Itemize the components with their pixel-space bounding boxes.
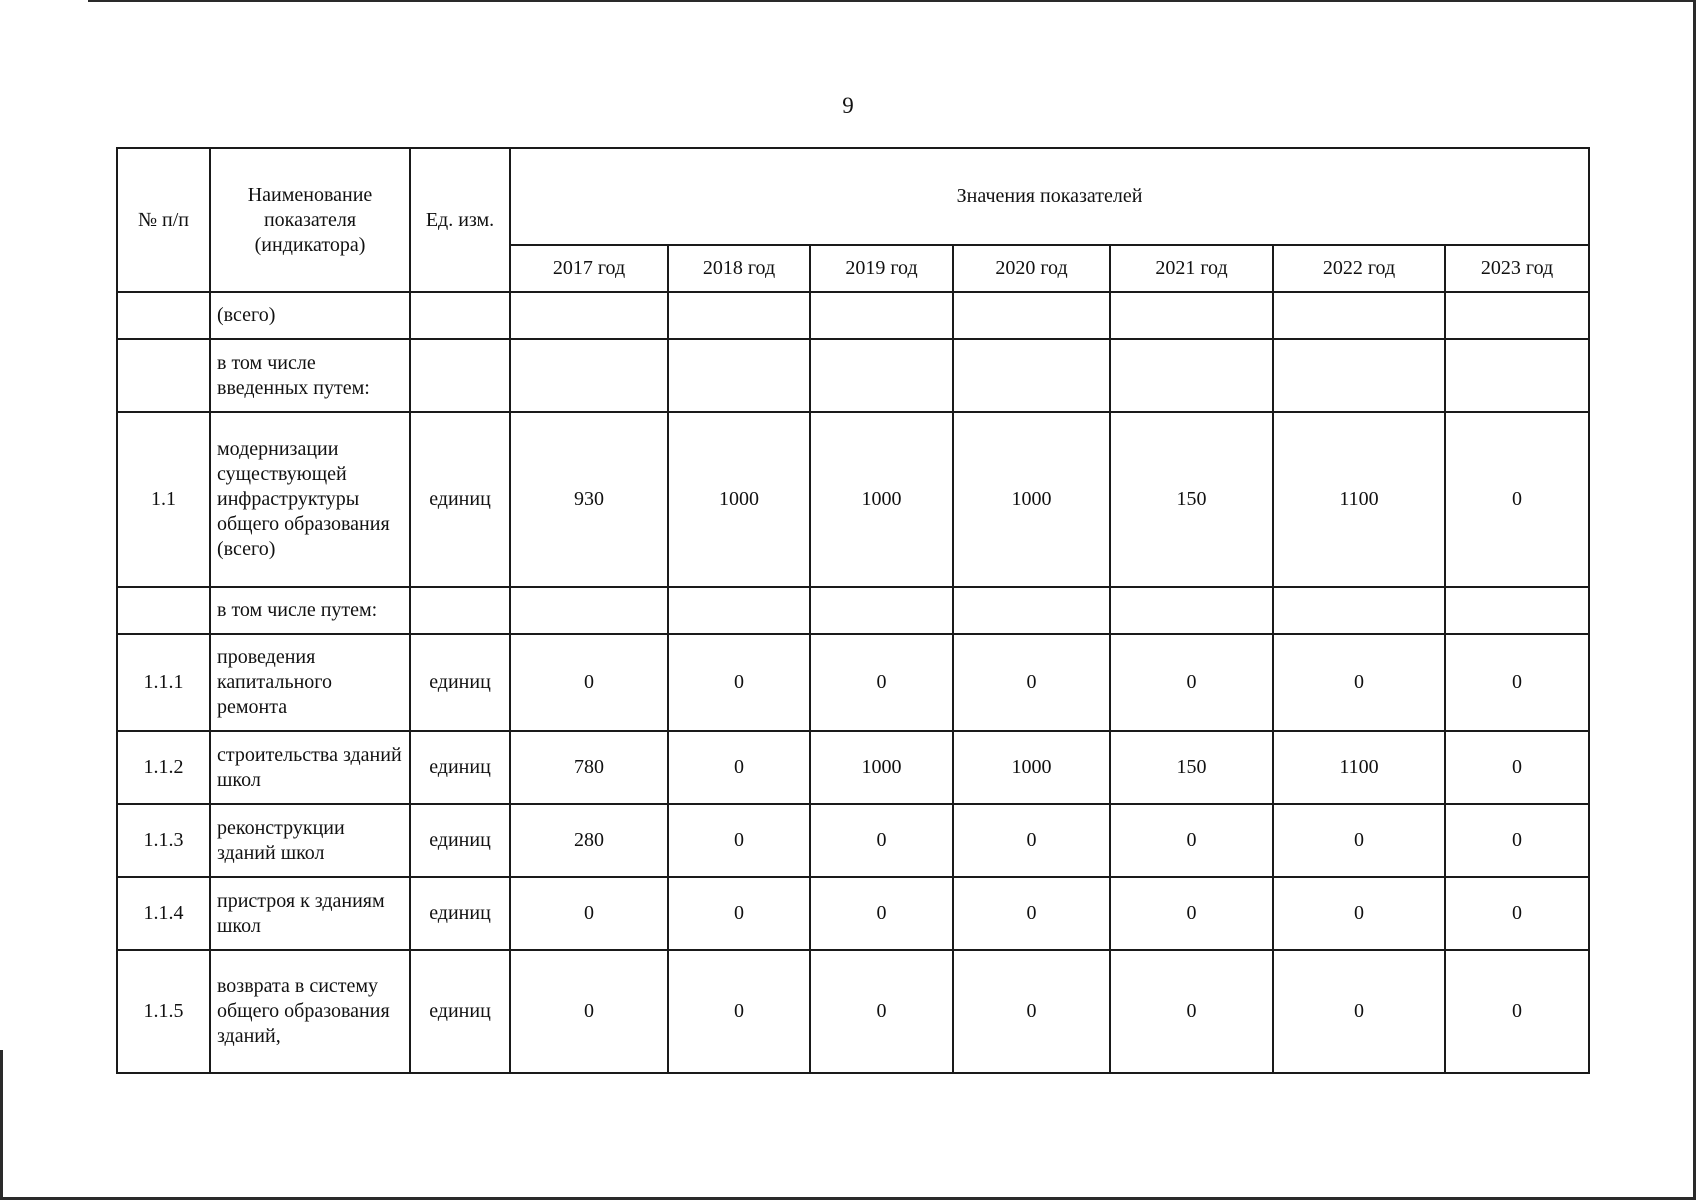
row-unit: единиц — [410, 950, 510, 1073]
row-name: возврата в систему общего образования зданий, — [210, 950, 410, 1073]
row-unit: единиц — [410, 877, 510, 950]
row-value: 0 — [1445, 804, 1589, 877]
row-value — [510, 587, 668, 634]
row-unit: единиц — [410, 634, 510, 731]
row-value: 0 — [810, 634, 953, 731]
header-values-group: Значения показателей — [510, 148, 1589, 245]
row-num: 1.1.1 — [117, 634, 210, 731]
header-unit: Ед. изм. — [410, 148, 510, 292]
page-number: 9 — [842, 93, 854, 118]
row-value: 150 — [1110, 731, 1273, 804]
row-value: 0 — [1273, 950, 1445, 1073]
row-value: 1100 — [1273, 731, 1445, 804]
row-value: 0 — [953, 634, 1110, 731]
row-value — [810, 587, 953, 634]
row-value — [668, 587, 810, 634]
row-name: (всего) — [210, 292, 410, 339]
row-value — [1445, 292, 1589, 339]
table-row — [117, 950, 1589, 1073]
row-value: 0 — [668, 804, 810, 877]
row-unit — [410, 339, 510, 412]
row-value: 0 — [810, 804, 953, 877]
row-value: 0 — [668, 634, 810, 731]
row-value: 780 — [510, 731, 668, 804]
table-row — [117, 587, 1589, 634]
row-value: 1000 — [668, 412, 810, 587]
row-name: в том числе путем: — [210, 587, 410, 634]
header-row-top — [117, 148, 1589, 245]
row-num: 1.1.2 — [117, 731, 210, 804]
row-name: строительства зданий школ — [210, 731, 410, 804]
header-year: 2022 год — [1273, 245, 1445, 292]
row-value — [510, 292, 668, 339]
row-value: 0 — [668, 877, 810, 950]
table-row — [117, 634, 1589, 731]
row-name: проведения капитального ремонта — [210, 634, 410, 731]
header-year: 2018 год — [668, 245, 810, 292]
table-row — [117, 877, 1589, 950]
row-value — [953, 339, 1110, 412]
row-value: 0 — [1445, 731, 1589, 804]
header-year: 2017 год — [510, 245, 668, 292]
row-value: 0 — [1273, 804, 1445, 877]
row-num — [117, 587, 210, 634]
row-value: 0 — [668, 950, 810, 1073]
row-value — [1110, 587, 1273, 634]
row-value: 150 — [1110, 412, 1273, 587]
table-body — [117, 292, 1589, 1073]
row-value — [810, 339, 953, 412]
row-value: 930 — [510, 412, 668, 587]
row-value — [810, 292, 953, 339]
row-value: 0 — [510, 634, 668, 731]
row-name: реконструкции зданий школ — [210, 804, 410, 877]
row-name: в том числе введенных путем: — [210, 339, 410, 412]
row-value: 0 — [953, 877, 1110, 950]
table-row — [117, 731, 1589, 804]
row-value — [1445, 339, 1589, 412]
row-value: 0 — [1110, 950, 1273, 1073]
row-value — [668, 292, 810, 339]
row-value: 0 — [1110, 877, 1273, 950]
row-value: 0 — [1110, 634, 1273, 731]
row-value: 1000 — [953, 731, 1110, 804]
row-value: 0 — [1110, 804, 1273, 877]
row-value: 0 — [668, 731, 810, 804]
indicators-table — [116, 147, 1590, 1074]
row-value: 1100 — [1273, 412, 1445, 587]
header-year: 2021 год — [1110, 245, 1273, 292]
row-unit: единиц — [410, 804, 510, 877]
row-value: 1000 — [953, 412, 1110, 587]
header-year: 2020 год — [953, 245, 1110, 292]
header-year: 2023 год — [1445, 245, 1589, 292]
row-unit — [410, 587, 510, 634]
row-value: 0 — [510, 950, 668, 1073]
row-value: 0 — [1445, 877, 1589, 950]
row-value: 0 — [510, 877, 668, 950]
row-value: 0 — [810, 877, 953, 950]
row-value — [1110, 339, 1273, 412]
row-name: модернизации существующей инфраструктуры общего образования (всего) — [210, 412, 410, 587]
row-value — [1445, 587, 1589, 634]
row-value: 0 — [1273, 877, 1445, 950]
row-num — [117, 339, 210, 412]
row-value: 0 — [1445, 950, 1589, 1073]
row-value — [1273, 339, 1445, 412]
row-value: 0 — [810, 950, 953, 1073]
row-value: 1000 — [810, 731, 953, 804]
row-unit — [410, 292, 510, 339]
row-value: 0 — [953, 950, 1110, 1073]
row-num: 1.1.3 — [117, 804, 210, 877]
table-row — [117, 412, 1589, 587]
row-value: 0 — [1273, 634, 1445, 731]
row-value — [1273, 587, 1445, 634]
scan-edge-top — [88, 0, 1696, 2]
row-value — [953, 587, 1110, 634]
row-value — [510, 339, 668, 412]
scan-edge-left — [0, 1050, 3, 1200]
header-num: № п/п — [117, 148, 210, 292]
row-num: 1.1.4 — [117, 877, 210, 950]
table-row — [117, 339, 1589, 412]
row-unit: единиц — [410, 731, 510, 804]
row-value — [1110, 292, 1273, 339]
row-value — [1273, 292, 1445, 339]
table-row — [117, 804, 1589, 877]
header-year: 2019 год — [810, 245, 953, 292]
row-num: 1.1 — [117, 412, 210, 587]
row-name: пристроя к зданиям школ — [210, 877, 410, 950]
row-num: 1.1.5 — [117, 950, 210, 1073]
row-value: 0 — [953, 804, 1110, 877]
row-unit: единиц — [410, 412, 510, 587]
row-value — [953, 292, 1110, 339]
row-value: 0 — [1445, 634, 1589, 731]
table-row — [117, 292, 1589, 339]
row-value: 0 — [1445, 412, 1589, 587]
header-name: Наименование показателя (индикатора) — [210, 148, 410, 292]
row-value: 1000 — [810, 412, 953, 587]
row-value: 280 — [510, 804, 668, 877]
row-num — [117, 292, 210, 339]
row-value — [668, 339, 810, 412]
